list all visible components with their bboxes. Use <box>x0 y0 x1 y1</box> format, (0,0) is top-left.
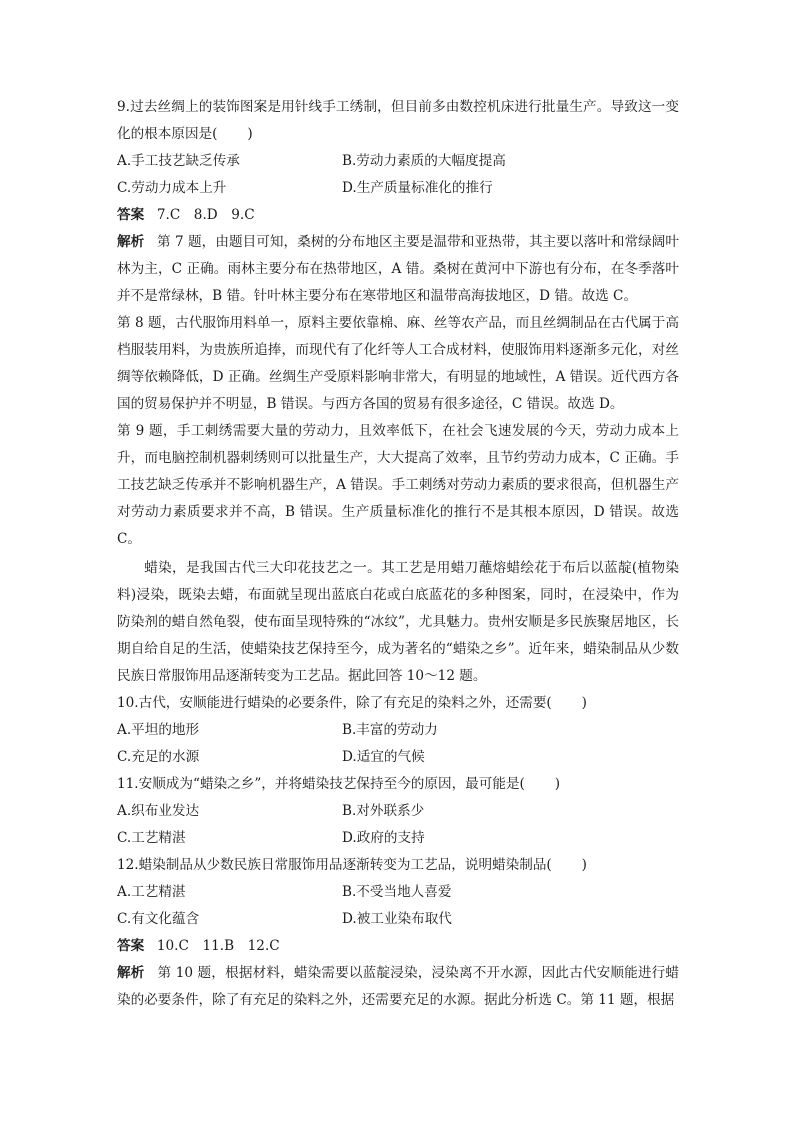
question-10-stem: 10.古代，安顺能进行蜡染的必要条件，除了有充足的染料之外，还需要( <box>117 695 552 711</box>
passage: 蜡染，是我国古代三大印花技艺之一。其工艺是用蜡刀蘸熔蜡绘花于布后以蓝靛(植物染料)浸染，既染去蜡，布面就呈现出蓝底白花或白底蓝花的多种图案，同时，在浸染中，作为防染剂的蜡自然龟裂，使布面呈现特殊的“冰纹”，尤具魅力。贵州安顺是多民族聚居地区，长期自给自足的生活，使蜡染技艺保持至今，成为著名的“蜡染之乡”。近年来，蜡染制品从少数民族日常服饰用品逐渐转变为工艺品。据此回答 10～12 题。 <box>117 560 679 684</box>
analysis-7 <box>117 229 679 310</box>
answer-10-12 <box>117 933 679 960</box>
option-d: D.政府的支持 <box>342 830 425 846</box>
question-10-options <box>117 717 679 771</box>
option-a: A.平坦的地形 <box>117 722 200 738</box>
question-12-options <box>117 879 679 933</box>
analysis-7-text: 第 7 题，由题目可知，桑树的分布地区主要是温带和亚热带，其主要以落叶和常绿阔叶林为主，C 正确。雨林主要分布在热带地区，A 错。桑树在黄河中下游也有分布，在冬季落叶并不是常绿林，B 错。针叶林主要分布在寒带地区和温带高海拔地区，D 错。故选 C。 <box>117 234 679 304</box>
question-12: 12.蜡染制品从少数民族日常服饰用品逐渐转变为工艺品，说明蜡染制品( ) <box>117 857 587 873</box>
answer-text: 7.C 8.D 9.C <box>156 207 255 223</box>
option-d: D.被工业染布取代 <box>342 911 452 927</box>
option-b: B.劳动力素质的大幅度提高 <box>342 153 506 169</box>
question-11: 11.安顺成为“蜡染之乡”，并将蜡染技艺保持至今的原因，最可能是( ) <box>117 776 561 792</box>
answer-label: 答案 <box>117 207 145 223</box>
answer-label: 答案 <box>117 938 145 954</box>
option-a: A.手工技艺缺乏传承 <box>117 153 240 169</box>
option-b: B.丰富的劳动力 <box>342 722 438 738</box>
analysis-8: 第 8 题，古代服饰用料单一，原料主要依靠棉、麻、丝等农产品，而且丝绸制品在古代属于高档服装用料，为贵族所追捧，而现代有了化纤等人工合成材料，使服饰用料逐渐多元化，对丝绸等依赖降低，D 正确。丝绸生产受原料影响非常大，有明显的地域性，A 错误。近代西方各国的贸易保护并不明显，B 错误。与西方各国的贸易有很多途径，C 错误。故选 D。 <box>117 315 679 412</box>
option-b: B.不受当地人喜爱 <box>342 884 452 900</box>
option-c: C.劳动力成本上升 <box>117 180 227 196</box>
option-d: D.适宜的气候 <box>342 749 425 765</box>
question-10: 10.古代，安顺能进行蜡染的必要条件，除了有充足的染料之外，还需要( ) <box>117 695 587 711</box>
analysis-label: 解析 <box>117 965 145 981</box>
option-b: B.对外联系少 <box>342 803 425 819</box>
question-12-stem: 12.蜡染制品从少数民族日常服饰用品逐渐转变为工艺品，说明蜡染制品( <box>117 857 552 873</box>
option-c: C.有文化蕴含 <box>117 911 200 927</box>
answer-text: 10.C 11.B 12.C <box>156 938 280 954</box>
option-c: C.工艺精湛 <box>117 830 186 846</box>
question-9-options <box>117 148 679 202</box>
analysis-label: 解析 <box>117 234 145 250</box>
answer-7-9 <box>117 202 679 229</box>
option-a: A.工艺精湛 <box>117 884 186 900</box>
question-11-stem: 11.安顺成为“蜡染之乡”，并将蜡染技艺保持至今的原因，最可能是( <box>117 776 525 792</box>
analysis-10-text: 第 10 题，根据材料，蜡染需要以蓝靛浸染，浸染离不开水源，因此古代安顺能进行蜡染的必要条件，除了有充足的染料之外，还需要充足的水源。据此分析选 C。第 11 题，根据 <box>117 965 680 1008</box>
question-11-options <box>117 798 679 852</box>
option-c: C.充足的水源 <box>117 749 200 765</box>
option-a: A.织布业发达 <box>117 803 200 819</box>
document-page <box>117 94 679 1014</box>
analysis-10 <box>117 960 679 1014</box>
question-9-stem: 9.过去丝绸上的装饰图案是用针线手工绣制，但目前多由数控机床进行批量生产。导致这一变化的根本原因是( <box>117 99 679 142</box>
analysis-9: 第 9 题，手工刺绣需要大量的劳动力，且效率低下，在社会飞速发展的今天，劳动力成本上升，而电脑控制机器刺绣则可以批量生产，大大提高了效率，且节约劳动力成本，C 正确。手工技艺缺乏传承并不影响机器生产，A 错误。手工刺绣对劳动力素质的要求很高，但机器生产对劳动力素质要求并不高，B 错误。生产质量标准化的推行不是其根本原因，D 错误。故选 C。 <box>117 423 679 547</box>
question-9: 9.过去丝绸上的装饰图案是用针线手工绣制，但目前多由数控机床进行批量生产。导致这一变化的根本原因是( ) <box>117 99 679 142</box>
option-d: D.生产质量标准化的推行 <box>342 180 493 196</box>
